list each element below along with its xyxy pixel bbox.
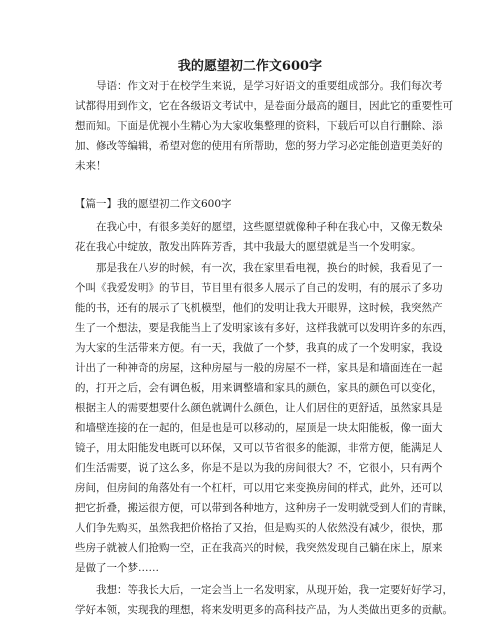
text-line: 生了一个想法，要是我能当上了发明家该有多好，这样我就可以发明许多的东西， [75, 322, 453, 334]
text-line: 根据主人的需要想要什么颜色就调什么颜色，让人们居住的更舒适，虽然家具是 [75, 402, 443, 414]
text-line: 个叫《我爱发明》的节目，节目里有很多人展示了自己的发明，有的展示了多功 [75, 282, 443, 294]
text-line: 计出了一种神奇的房屋，这种房屋与一般的房屋不一样，家具是和墙面连在一起 [75, 362, 443, 374]
section-heading-1: 【篇一】我的愿望初二作文600字 [75, 198, 232, 210]
text-line: 房间，但房间的角落处有一个杠杆，可以用它来变换房间的样式，此外，还可以 [75, 482, 443, 494]
text-line: 镜子，用太阳能发电既可以环保，又可以节省很多的能源，非常方便，能满足人 [75, 442, 443, 454]
text-line: 人们争先购买，虽然我把价格抬了又抬，但是购买的人依然没有减少，很快，那 [75, 522, 443, 534]
text-line: 加、修改等编辑，希望对您的使用有所帮助，您的努力学习必定能创造更美好的 [75, 140, 443, 152]
page-title: 我的愿望初二作文600字 [177, 59, 323, 74]
text-line: 能的书，还有的展示了飞机模型，他们的发明让我大开眼界，这时候，我突然产 [75, 302, 443, 314]
text-line: 那是我在八岁的时候，有一次，我在家里看电视，换台的时候，我看见了一 [75, 262, 443, 274]
text-line: 为大家的生活带来方便。有一天，我做了一个梦，我真的成了一个发明家，我设 [75, 342, 443, 354]
text-line: 想而知。下面是优视小生精心为大家收集整理的资料，下载后可以自行删除、添 [75, 120, 443, 132]
text-line: 导语：作文对于在校学生来说，是学习好语文的重要组成部分。我们每次考 [75, 80, 443, 92]
text-line: 在我心中，有很多美好的愿望，这些愿望就像种子种在我心中，又像无数朵 [75, 221, 443, 233]
text-line: 花在我心中绽放，散发出阵阵芳香，其中我最大的愿望就是当一个发明家。 [75, 241, 422, 253]
text-line: 把它折叠，搬运很方便，可以带到各种地方，这种房子一发明就受到人们的青睐， [75, 502, 453, 514]
paragraph-3 [75, 580, 453, 620]
text-line: 是做了一个梦…… [75, 562, 159, 574]
text-line: 未来！ [75, 160, 107, 172]
text-line: 和墙壁连接的在一起的，但是也是可以移动的，屋顶是一块太阳能板，像一面大 [75, 422, 443, 434]
text-line: 我想：等我长大后，一定会当上一名发明家，从现开始，我一定要好好学习， [75, 584, 453, 596]
text-line: 些房子就被人们抢购一空，正在我高兴的时候，我突然发现自己躺在床上，原来 [75, 542, 443, 554]
text-line: 学好本领，实现我的理想，将来发明更多的高科技产品，为人类做出更多的贡献。 [75, 604, 453, 616]
text-line: 们生活需要，说了这么多，你是不是以为我的房间很大？不，它很小，只有两个 [75, 462, 443, 474]
text-line: 的，打开之后，会有调色板，用来调整墙和家具的颜色，家具的颜色可以变化， [75, 382, 443, 394]
paragraph-2 [75, 258, 453, 578]
text-line: 试都得用到作文，它在各级语文考试中，是卷面分最高的题目，因此它的重要性可 [75, 100, 453, 112]
intro-paragraph [75, 76, 453, 176]
paragraph-1 [75, 217, 443, 257]
